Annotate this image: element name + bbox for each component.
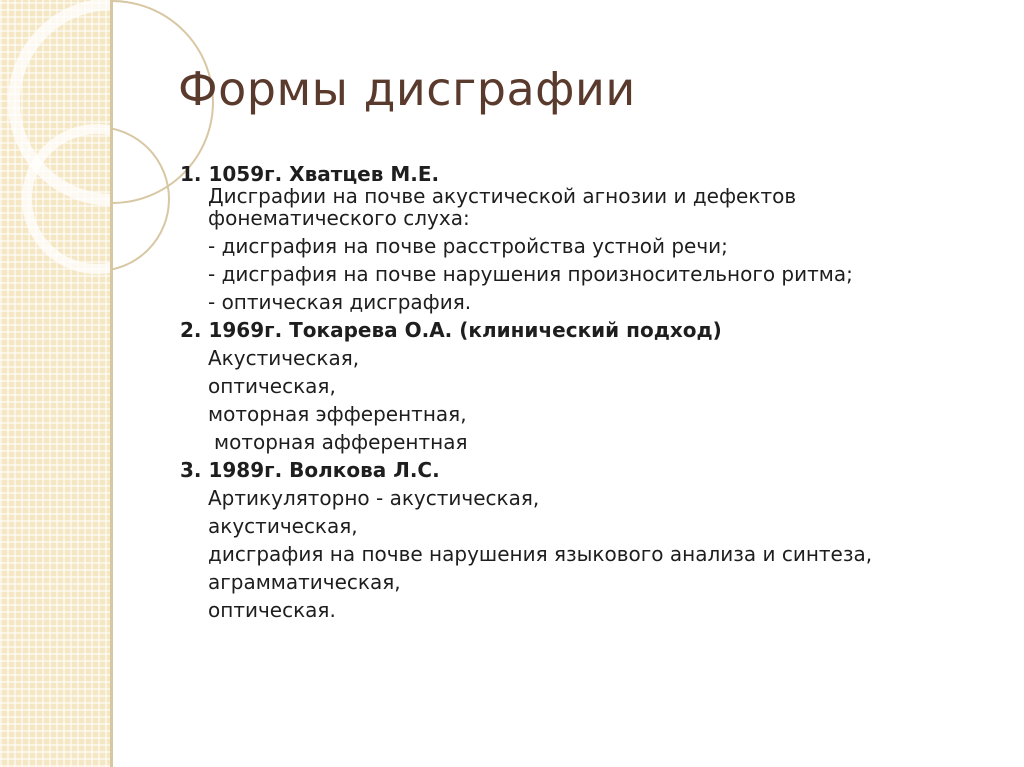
list-item: оптическая, [208, 374, 336, 398]
slide-content [180, 160, 1010, 624]
list-item: акустическая, [208, 514, 358, 538]
list-item: Акустическая, [208, 346, 360, 370]
list-item: Дисграфии на почве акустической агнозии и дефектов [208, 184, 797, 208]
list-item: моторная эфферентная, [208, 402, 467, 426]
section-heading-tokareva: 2. 1969г. Токарева О.А. (клинический подход) [180, 318, 722, 342]
list-item: Артикуляторно - акустическая, [208, 486, 540, 510]
list-item: фонематического слуха: [208, 206, 470, 230]
section-heading-volkova: 3. 1989г. Волкова Л.С. [180, 458, 440, 482]
list-item: дисграфия на почве нарушения языкового анализа и синтеза, [208, 542, 873, 566]
list-item: моторная афферентная [214, 430, 468, 454]
list-item: - дисграфия на почве нарушения произносительного ритма; [208, 262, 853, 286]
list-item: оптическая. [208, 598, 336, 622]
list-item: - дисграфия на почве расстройства устной речи; [208, 234, 728, 258]
list-item: аграмматическая, [208, 570, 401, 594]
slide-title: Формы дисграфии [178, 62, 636, 116]
decorative-rings [0, 0, 111, 767]
list-item: - оптическая дисграфия. [208, 290, 472, 314]
section-heading-khvattsev: 1. 1059г. Хватцев М.Е. [180, 162, 440, 186]
